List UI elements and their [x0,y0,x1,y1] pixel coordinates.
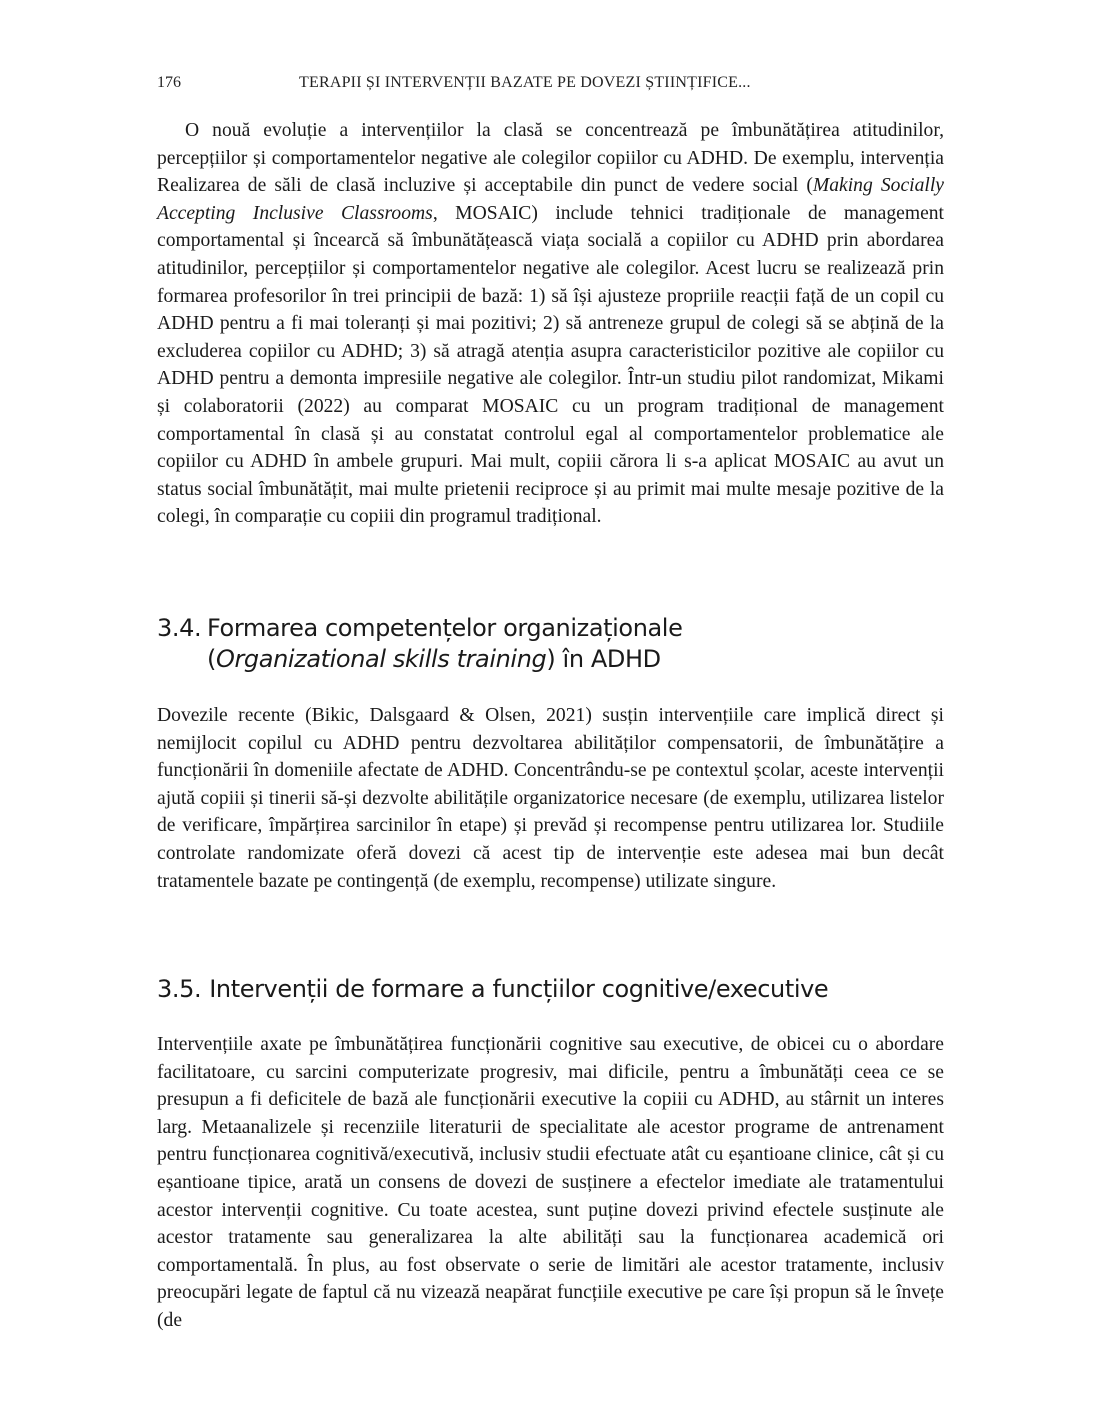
running-title: TERAPII ȘI INTERVENȚII BAZATE PE DOVEZI ȘTIINȚIFICE... [299,74,751,91]
section-3-5-title: Intervenții de formare a funcțiilor cognitive/executive [209,975,829,1003]
intro-italic-term: Making Socially Accepting Inclusive Classrooms [157,175,944,224]
section-3-4-title-after: ) în ADHD [546,645,661,673]
section-3-4-number: 3.4. [157,614,202,642]
section-3-4-heading [157,613,944,675]
intro-text-1: O nouă evoluție a intervențiilor la clasă se concentrează pe îmbunătățirea atitudinilor, percepțiilor și comportamentelor negative ale colegilor copiilor cu ADHD. De exemplu, intervenția Realizarea de săli de clasă incluzive și acceptabile din punct de vedere social ( [157,120,944,197]
section-3-5-paragraph: Intervențiile axate pe îmbunătățirea funcționării cognitive sau executive, de obicei cu o abordare facilitatoare, cu sarcini computerizate progresiv, mai dificile, pentru a îmbunătăți ceea ce se presupun a fi deficitele de bază ale funcționării executive la copiii cu ADHD, au stârnit un interes larg. Metaanalizele și recenziile literaturii de specialitate ale acestor programe de antrenament pentru funcționarea cognitivă/executivă, inclusiv studii efectuate atât cu eșantioane clinice, cât și cu eșantioane tipice, arată un consens de dovezi de susținere a efectelor imediate ale tratamentului acestor intervenții cognitive. Cu toate acestea, sunt puține dovezi privind efectele susținute ale acestor tratamente sau generalizarea la alte abilități sau la funcționarea academică ori comportamentală. În plus, au fost observate o serie de limitări ale acestor tratamente, inclusiv preocupări legate de faptul că nu vizează neapărat funcțiile executive pe care își propun să le învețe (de [157,1034,944,1331]
section-3-5-heading [157,974,944,1005]
section-3-4-title-line2 [157,644,944,675]
section-3-4-title-line1: Formarea competențelor organizaționale [207,614,683,642]
running-header [157,74,944,98]
page-number: 176 [157,74,181,91]
section-3-4-paragraph: Dovezile recente (Bikic, Dalsgaard & Olsen, 2021) susțin intervențiile care implică direct și nemijlocit copilul cu ADHD pentru dezvoltarea abilităților compensatorii, de îmbunătățire a funcționării în domeniile afectate de ADHD. Concentrându-se pe contextul școlar, aceste intervenții ajută copiii și tinerii să-și dezvolte abilitățile organizatorice necesare (de exemplu, utilizarea listelor de verificare, împărțirea sarcinilor în etape) și prevăd și recompense pentru utilizarea lor. Studiile controlate randomizate oferă dovezi că acest tip de intervenție este adesea mai bun decât tratamentele bazate pe contingență (de exemplu, recompense) utilizate singure. [157,705,944,892]
section-3-4-title-italic: Organizational skills training [215,645,547,673]
section-3-5-number: 3.5. [157,975,202,1003]
intro-text-2: , MOSAIC) include tehnici tradiționale de management comportamental și încearcă să îmbunătățească viața socială a copiilor cu ADHD prin abordarea atitudinilor, percepțiilor și comportamentelor negative ale colegilor. Acest lucru se realizează prin formarea profesorilor în trei principii de bază: 1) să își ajusteze propriile reacții față de un copil cu ADHD pentru a fi mai toleranți și mai pozitivi; 2) să antreneze grupul de colegi să se abțină de la excluderea copiilor cu ADHD; 3) să atragă atenția asupra caracteristicilor pozitive ale copiilor cu ADHD pentru a demonta impresiile negative ale colegilor. Într-un studiu pilot randomizat, Mikami și colaboratorii (2022) au comparat MOSAIC cu un program tradițional de management comportamental în clasă și au constatat controlul egal al comportamentelor problematice ale copiilor cu ADHD în ambele grupuri. Mai mult, copiii cărora li s-a aplicat MOSAIC au avut un status social îmbunătățit, mai multe prietenii reciproce și au primit mai multe mesaje pozitive de la colegi, în comparație cu copiii din programul tradițional. [157,202,945,528]
intro-paragraph [157,117,944,531]
open-paren: ( [207,645,216,673]
